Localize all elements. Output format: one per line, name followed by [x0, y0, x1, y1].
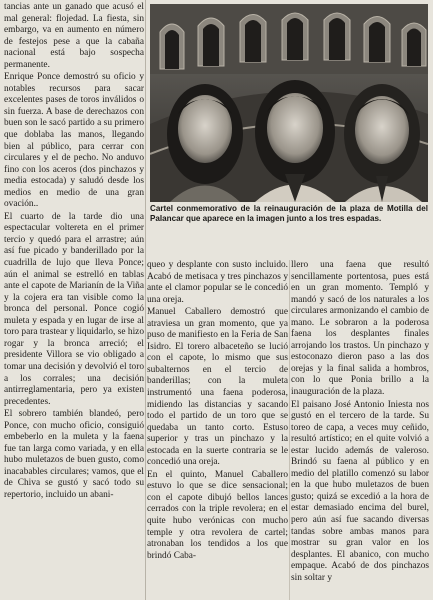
- poster-photo: [150, 4, 428, 202]
- paragraph: queo y desplante con susto incluido. Acabó de metisaca y tres pinchazos y ante el clamor popular se le concedió una oreja.: [147, 260, 288, 305]
- paragraph: Enrique Ponce demostró su oficio y notables recursos para sacar excelentes pases de toros inválidos o sin fuerza. A base de derechazos con buen son le sacó partido a su primero que doblaba las manos, llegando bien al público, para cerrar con circulares y el de pecho. No anduvo fino con los aceros (dos pinchazos y media estocada) y saludó desde los medios en medio de una gran ovación..: [4, 72, 144, 210]
- paragraph: tancias ante un ganado que acusó el mal general: flojedad. La fiesta, sin embargo, va en aumento en número de festejos pese a que la cabaña nacional está bajo sospecha permanente.: [4, 2, 144, 70]
- paragraph: El sobrero también blandeó, pero Ponce, con mucho oficio, consiguió embeberlo en la muleta y la faena fue tan larga como variada, y en ella hubo muletazos de buen gusto, como inacabables circulares; vamos, que el de Chiva se gustó y sacó todo su repertorio, incluido un abani-: [4, 409, 144, 500]
- paragraph: llero una faena que resultó sencillamente portentosa, pues está en un gran momento. Templó y mandó y sacó de los naturales a los circulares armonizando el cambio de mano. Le sobraron a la poderosa faena los desplantes finales arrojando los trastos. Un pinchazo y estoconazo dieron paso a las dos orejas y la final salida a hombros, con lo que Ponia brillo a la inauguración de la plaza.: [291, 260, 429, 398]
- article-column-left: [4, 2, 144, 502]
- article-column-right: [291, 260, 429, 584]
- column-rule-right: [289, 260, 290, 600]
- paragraph: Manuel Caballero demostró que atraviesa un gran momento, que ya puso de manifiesto en la Feria de San Isidro. El torero albaceteño se lució con el capote, lo mismo que sus subalternos en el tercio de banderillas; con la muleta instrumentó una faena poderosa, midiendo las distancias y sacando todo el partido de un toro que se quedaba un tanto corto. Estuso superior y tras un pinchazo y la estocada en la suerte contraria se le concedió una oreja.: [147, 307, 288, 468]
- bullfighters-photo-illustration: [150, 4, 428, 202]
- paragraph: En el quinto, Manuel Caballero estuvo lo que se dice sensacional; con el capote dibujó bellos lances cerrados con la triple revolera; en el quite hubo verónicas con mucho temple y otra revolera de cartel; atronaban los tendidos a los que brindó Caba-: [147, 469, 288, 561]
- paragraph: El paisano José Antonio Iniesta nos gustó en el tercero de la tarde. Su toreo de capa, a veces muy ceñido, resultó artístico; en el quite volvió a estar lucido además de valeroso. Brindó su faena al público y en medio del platillo comenzó su labor en la que hubo muletazos de buen gusto; quizá se excedió a la hora de estar demasiado encima del burel, pero aún así fue sacando diversas tandas sobre ambas manos para mostrar su gran valor en los desplantes. El abanico, con mucho empaque. Acabó de dos pinchazos sin soltar y: [291, 399, 429, 583]
- photo-caption: Cartel conmemorativo de la reinauguración de la plaza de Motilla del Palancar que aparece en la imagen junto a los tres espadas.: [150, 204, 428, 224]
- paragraph: El cuarto de la tarde dio una espectacular voltereta en el primer tercio y quedó para el arrastre; aún así fue picado y banderillado por la cuadrilla de lujo que lleva Ponce; aún el animal se estrelló en tablas ante el capote de Marianín de la Viña y la cojera era tan visible como la bronca del personal. Ponce cogió muleta y espada y en lugar de irse al toro para trastear y liquidarlo, se hizo rogar y la bronca arreció; el presidente Villora se vio obligado a tomar una decisión y devolvió el toro a los corrales; una decisión antirreglamentaria, pero ya existen precedentes.: [4, 211, 144, 407]
- article-column-middle: [147, 260, 288, 562]
- column-rule-left: [145, 0, 146, 600]
